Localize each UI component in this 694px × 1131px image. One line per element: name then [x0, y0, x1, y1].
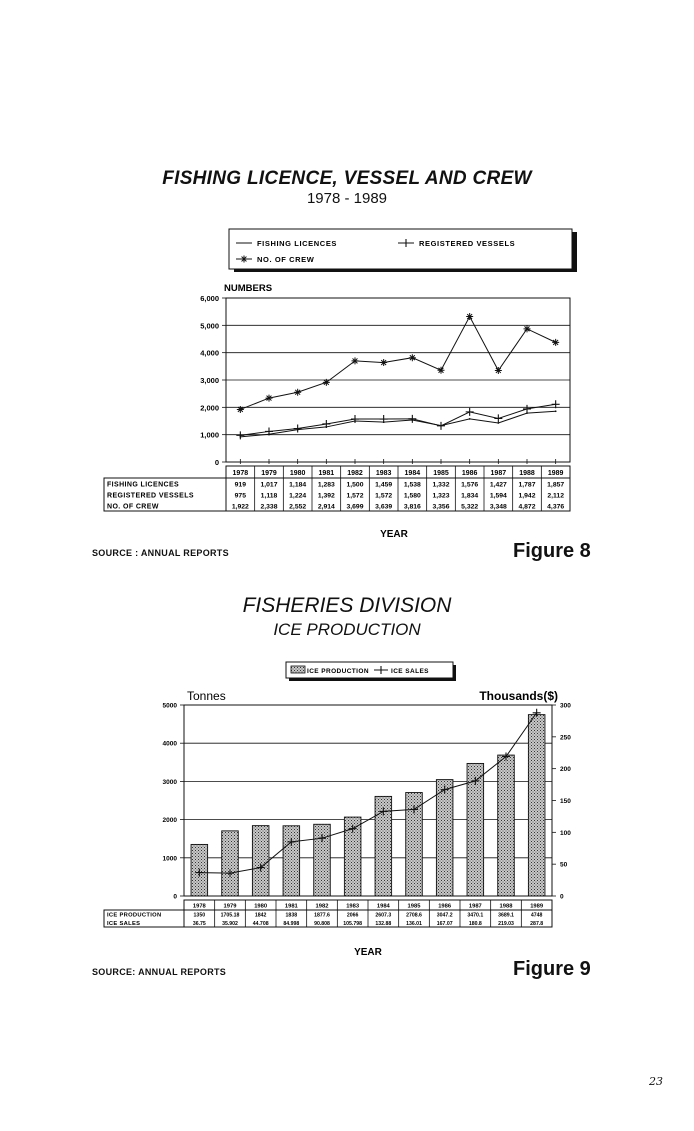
- table-cell-value: 2607.3: [375, 912, 392, 919]
- table-cell-value: 1842: [254, 912, 267, 919]
- table-row-label: REGISTERED VESSELS: [107, 492, 194, 500]
- legend-entry: REGISTERED VESSELS: [419, 239, 516, 248]
- table-cell-value: 1877.6: [314, 912, 330, 919]
- table-year-label: 1988: [519, 470, 535, 477]
- y2-tick-label: 0: [560, 893, 564, 901]
- table-cell-value: 180.8: [468, 921, 482, 927]
- table-cell-value: 1,283: [317, 481, 335, 489]
- figure9-subtitle: ICE PRODUCTION: [273, 620, 421, 639]
- figure9-label: Figure 9: [513, 958, 591, 980]
- data-point-vessels: [236, 431, 244, 439]
- ice-production-bar: [528, 715, 545, 896]
- ice-production-bar: [436, 780, 453, 896]
- table-row-label: NO. OF CREW: [107, 503, 159, 511]
- table-year-label: 1983: [346, 903, 360, 910]
- table-cell-value: 1350: [193, 912, 206, 919]
- legend-star-marker: [241, 256, 248, 263]
- table-row-label: FISHING LICENCES: [107, 481, 180, 489]
- y2-tick-label: 150: [560, 798, 571, 805]
- table-year-label: 1989: [530, 903, 544, 910]
- table-cell-value: 3,816: [403, 503, 421, 511]
- legend-bar-swatch: [291, 666, 305, 673]
- table-year-label: 1979: [223, 903, 237, 910]
- table-year-label: 1982: [347, 470, 363, 477]
- table-year-label: 1978: [192, 903, 206, 910]
- legend-entry: ICE PRODUCTION: [307, 668, 369, 675]
- figure8-subtitle: 1978 - 1989: [306, 190, 388, 207]
- table-cell-value: 287.8: [530, 921, 544, 927]
- y-tick-label: 5000: [162, 702, 177, 710]
- table-year-label: 1982: [315, 903, 329, 910]
- table-year-label: 1983: [375, 470, 392, 477]
- table-year-label: 1984: [404, 470, 421, 477]
- table-cell-value: 3,356: [432, 503, 450, 511]
- table-cell-value: 1705.18: [220, 912, 240, 919]
- y-tick-label: 2,000: [200, 403, 219, 413]
- plot-frame: [184, 705, 552, 896]
- table-cell-value: 90.808: [314, 921, 330, 927]
- table-year-label: 1987: [468, 903, 482, 910]
- table-year-label: 1986: [438, 903, 452, 910]
- table-year-label: 1987: [490, 470, 507, 477]
- table-cell-value: 1,184: [289, 481, 307, 489]
- table-cell-value: 1,580: [403, 492, 421, 500]
- table-cell-value: 3470.1: [467, 912, 484, 919]
- table-cell-value: 35.902: [222, 921, 238, 927]
- table-year-label: 1979: [261, 470, 277, 477]
- table-cell-value: 3,639: [375, 503, 393, 511]
- table-year-label: 1980: [254, 903, 268, 910]
- table-cell-value: 1,427: [489, 481, 507, 489]
- y-axis-label: NUMBERS: [224, 283, 273, 294]
- table-cell-value: 2,338: [260, 503, 278, 511]
- legend-entry: ICE SALES: [391, 668, 429, 675]
- table-cell-value: 1,224: [289, 492, 307, 500]
- table-cell-value: 1,118: [260, 492, 278, 500]
- table-cell-value: 975: [234, 492, 247, 500]
- legend-entry: FISHING LICENCES: [257, 239, 338, 248]
- data-point-licences: [469, 418, 471, 420]
- y-tick-label: 1,000: [200, 430, 219, 440]
- y-tick-label: 6,000: [200, 294, 219, 303]
- table-cell-value: 1,942: [518, 492, 536, 500]
- ice-production-bar: [252, 826, 269, 896]
- table-cell-value: 5,322: [461, 503, 479, 511]
- y-tick-label: 2000: [162, 817, 177, 825]
- table-year-label: 1989: [547, 470, 564, 477]
- table-cell-value: 2,552: [289, 503, 307, 511]
- table-cell-value: 136.01: [406, 921, 422, 927]
- data-point-crew: [380, 359, 387, 366]
- x-axis-label: YEAR: [380, 529, 408, 540]
- table-cell-value: 3,348: [489, 503, 507, 511]
- y-tick-label: 4,000: [200, 348, 219, 358]
- table-cell-value: 3689.1: [498, 912, 514, 919]
- y2-tick-label: 200: [560, 766, 571, 774]
- table-cell-value: 1,332: [432, 481, 450, 489]
- table-cell-value: 1,500: [346, 481, 364, 489]
- figure9-bar-line-chart: [0, 640, 694, 970]
- table-row-label: ICE SALES: [107, 921, 141, 927]
- table-cell-value: 3,699: [346, 503, 364, 511]
- y-tick-label: 1000: [162, 855, 177, 863]
- table-year-label: 1981: [318, 470, 335, 477]
- data-point-crew: [466, 313, 473, 320]
- table-cell-value: 2708.6: [406, 912, 422, 919]
- data-point-vessels: [294, 425, 302, 433]
- figure8-source-note: SOURCE : ANNUAL REPORTS: [92, 548, 229, 558]
- table-year-label: 1988: [499, 903, 513, 910]
- table-cell-value: 1,922: [231, 503, 249, 511]
- data-point-crew: [266, 395, 273, 402]
- data-point-crew: [552, 339, 559, 346]
- table-cell-value: 1,017: [260, 481, 278, 489]
- table-cell-value: 1,834: [461, 492, 479, 500]
- table-year-label: 1986: [461, 470, 478, 477]
- y2-axis-label: Thousands($): [479, 689, 558, 703]
- data-point-vessels: [494, 414, 502, 422]
- figure8-line-chart: [0, 0, 694, 560]
- table-cell-value: 1,857: [547, 481, 565, 489]
- data-point-vessels: [466, 408, 474, 416]
- table-cell-value: 167.07: [436, 921, 453, 927]
- table-year-label: 1978: [232, 470, 249, 477]
- legend-entry: NO. OF CREW: [257, 255, 315, 264]
- table-year-label: 1985: [433, 470, 449, 477]
- series-line-2: [240, 317, 555, 410]
- figure9-title: FISHERIES DIVISION: [242, 594, 452, 617]
- data-point-vessels: [408, 415, 416, 423]
- table-cell-value: 3047.2: [436, 912, 453, 919]
- table-cell-value: 1,572: [375, 492, 393, 500]
- data-point-crew: [294, 389, 301, 396]
- table-year-label: 1984: [376, 903, 390, 910]
- table-cell-value: 1,459: [375, 481, 393, 489]
- page-number: 23: [649, 1075, 663, 1088]
- table-cell-value: 919: [234, 481, 247, 489]
- table-cell-value: 84.998: [283, 921, 300, 927]
- data-point-crew: [438, 367, 445, 374]
- table-cell-value: 4,872: [518, 503, 536, 511]
- ice-production-bar: [283, 826, 300, 896]
- table-cell-value: 1,787: [518, 481, 536, 489]
- data-point-crew: [409, 354, 416, 361]
- table-cell-value: 2,112: [547, 492, 564, 500]
- ice-production-bar: [498, 755, 515, 896]
- table-year-label: 1980: [289, 470, 306, 477]
- table-cell-value: 1,538: [403, 481, 421, 489]
- y-tick-label: 0: [173, 893, 177, 901]
- table-cell-value: 1,392: [317, 492, 335, 500]
- ice-production-bar: [222, 831, 239, 896]
- table-cell-value: 1,594: [489, 492, 507, 500]
- table-cell-value: 2066: [346, 912, 359, 919]
- figure8-title: FISHING LICENCE, VESSEL AND CREW: [162, 168, 532, 189]
- table-cell-value: 36.75: [192, 921, 206, 927]
- y2-tick-label: 100: [560, 829, 571, 837]
- y-tick-label: 4000: [162, 740, 177, 748]
- data-point-crew: [237, 406, 244, 413]
- y-tick-label: 0: [214, 458, 219, 467]
- table-cell-value: 1,323: [432, 492, 450, 500]
- y-tick-label: 3000: [162, 778, 177, 786]
- table-year-label: 1981: [284, 903, 298, 910]
- y2-tick-label: 250: [560, 734, 571, 742]
- data-point-crew: [495, 367, 502, 374]
- data-point-vessels: [523, 405, 531, 413]
- table-cell-value: 1,576: [461, 481, 479, 489]
- y2-tick-label: 50: [560, 861, 568, 869]
- data-point-vessels: [437, 422, 445, 430]
- table-cell-value: 4,376: [547, 503, 565, 511]
- figure8-label: Figure 8: [513, 540, 591, 562]
- y-axis-label: Tonnes: [187, 689, 226, 703]
- table-cell-value: 2,914: [317, 503, 335, 511]
- data-point-licences: [555, 410, 557, 412]
- table-row-label: ICE PRODUCTION: [107, 912, 162, 919]
- ice-sales-line: [199, 713, 536, 873]
- table-cell-value: 4748: [530, 912, 543, 919]
- table-cell-value: 1,572: [346, 492, 364, 500]
- table-cell-value: 44.708: [252, 921, 269, 927]
- table-year-label: 1985: [407, 903, 421, 910]
- y2-tick-label: 300: [560, 702, 571, 710]
- table-cell-value: 132.88: [375, 921, 392, 927]
- y-tick-label: 3,000: [200, 376, 219, 385]
- table-cell-value: 105.798: [343, 921, 363, 927]
- x-axis-label: YEAR: [354, 947, 382, 958]
- table-cell-value: 219.03: [498, 921, 514, 927]
- figure9-source-note: SOURCE: ANNUAL REPORTS: [92, 967, 227, 977]
- data-point-crew: [524, 325, 531, 332]
- table-cell-value: 1838: [285, 912, 298, 919]
- y-tick-label: 5,000: [200, 321, 219, 331]
